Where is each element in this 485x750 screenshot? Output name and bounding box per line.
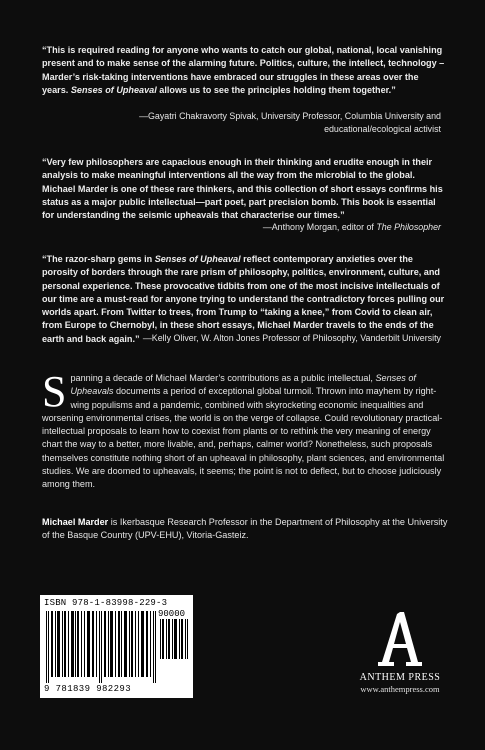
drop-cap: S <box>42 367 67 416</box>
isbn-barcode <box>40 595 193 698</box>
book-description <box>42 367 452 492</box>
attribution-oliver: —Kelly Oliver, W. Alton Jones Professor of Philosophy, Vanderbilt University <box>142 333 441 343</box>
barcode-bars <box>46 611 156 683</box>
attribution-spivak: —Gayatri Chakravorty Spivak, University Professor, Columbia University and educational/ecological activist <box>139 111 441 135</box>
quote-text-tail: reflect contemporary anxieties over the porosity of borders through the rare prism of philosophy, politics, environment, culture, and personal experience. These provocative tidbits from one of the most incisive intellectuals of our time are a must-read for anyone trying to understand the contradictory forces pulling our worlds apart. From Twitter to trees, from Trump to “taking a knee,” from Covid to clean air, from Europe to Chernobyl, in these short essays, Michael Marder travels to the ends of the earth and back again.” <box>42 254 445 344</box>
attribution-publication: The Philosopher <box>376 222 441 232</box>
publisher-url: www.anthempress.com <box>360 684 440 694</box>
quote-spivak <box>42 44 447 97</box>
publisher-block <box>350 610 450 694</box>
isbn-label: ISBN 978-1-83998-229-3 <box>44 598 168 608</box>
attribution-text: —Anthony Morgan, editor of <box>262 222 377 232</box>
ean-digits: 9 781839 982293 <box>44 684 132 694</box>
quote-text: “This is required reading for anyone who wants to catch our global, national, local vanishing present and to make sense of the alarming future. Politics, culture, the intellect, technology – Marder’s risk-taking interventions have embraced our struggles in these areas over the years. <box>42 45 445 95</box>
description-book-title: Senses of Upheavals <box>70 373 416 397</box>
publisher-name: ANTHEM PRESS <box>359 672 441 683</box>
attribution-morgan <box>81 221 441 234</box>
quote-text-tail: allows us to see the principles holding them together.” <box>156 84 396 95</box>
quote-text: “The razor-sharp gems in <box>42 254 155 264</box>
anthem-press-logo-icon <box>378 610 422 668</box>
quote-book-title: Senses of Upheaval <box>154 254 241 264</box>
author-bio-text: is Ikerbasque Research Professor in the Department of Philosophy at the University of the Basque Country (UPV-EHU), Vitoria-Gasteiz. <box>42 517 448 541</box>
description-lead: panning a decade of Michael Marder’s contributions as a public intellectual, <box>70 373 376 383</box>
quote-book-title: Senses of Upheaval <box>70 84 157 95</box>
quote-morgan: “Very few philosophers are capacious enough in their thinking and erudite enough in their analysis to make meaningful interventions all the way from the microbial to the global. Michael Marder is one of these rare thinkers, and this collection of short essays confirms his status as a major public intellectual—part poet, part precision bomb. This book is essential for understanding the seismic upheavals that characterise our times.” <box>42 157 443 221</box>
author-bio <box>42 516 452 543</box>
price-code: 90000 <box>158 609 186 619</box>
addon-barcode-bars <box>160 619 188 659</box>
description-body: documents a period of exceptional global turmoil. Thrown into mayhem by right-wing populisms and a pandemic, combined with skyrocketing economic inequalities and worsening environmental crises, the world is on the verge of collapse. Could revolutionary practical-intellectual proposals to learn how to coexist from plants or to rethink the very meaning of energy chart the way to a better, more livable, and, perhaps, calmer world? Nonetheless, such proposals themselves constitute nothing short of an upheaval in philosophy, plant sciences, and environmental studies. We are doomed to upheavals, it seems; the point is not to deflect, but to choose judiciously among them. <box>42 386 445 490</box>
author-name: Michael Marder <box>42 517 109 527</box>
